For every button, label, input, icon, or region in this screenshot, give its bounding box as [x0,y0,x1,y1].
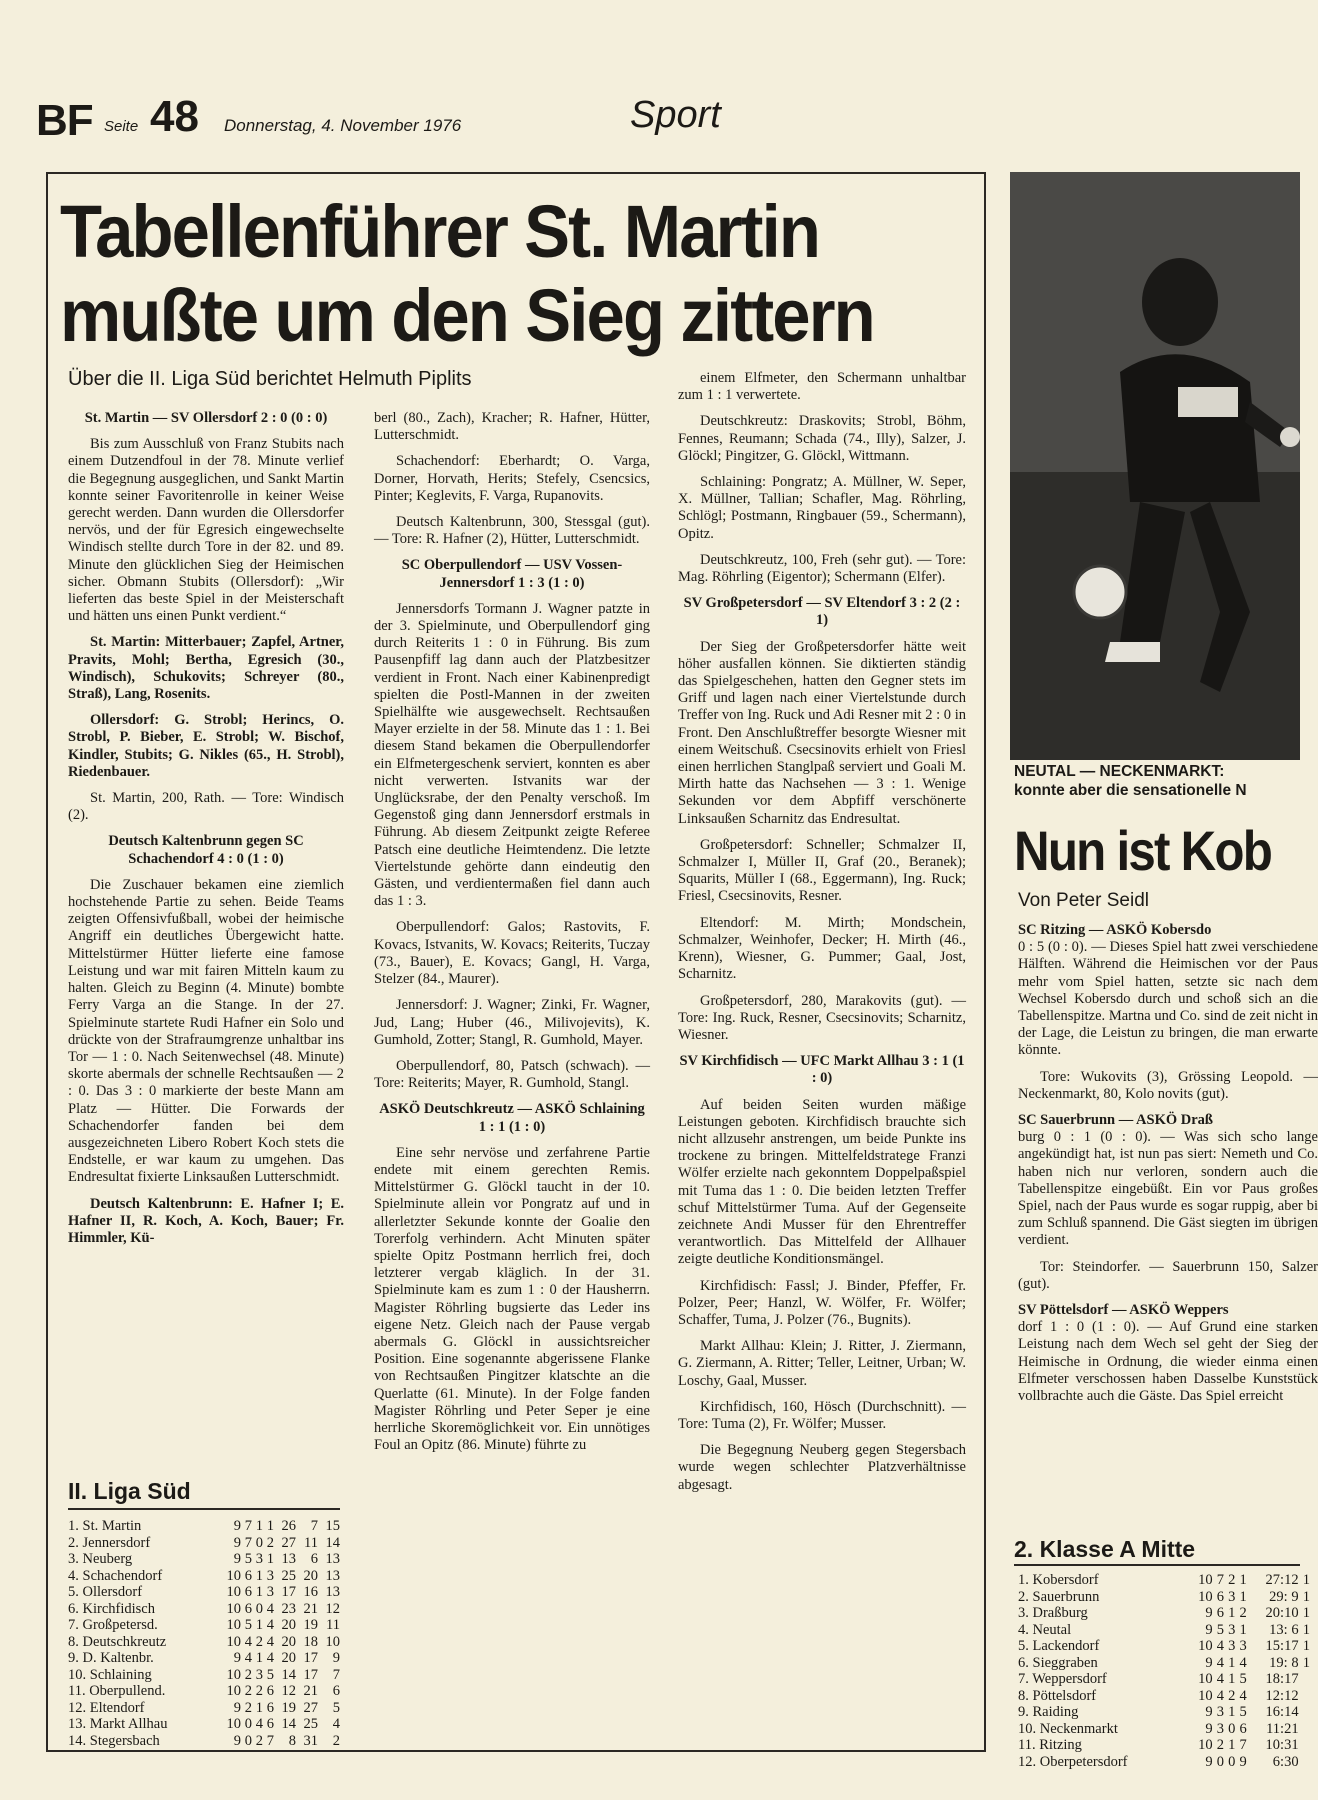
table-cell: 6 [1216,1588,1224,1605]
league-table-title-2: 2. Klasse A Mitte [1014,1536,1196,1562]
team-name: 1. St. Martin [68,1518,142,1534]
photo-caption-line-2: konnte aber die sensationelle N [1014,782,1247,799]
table-row [68,1551,340,1568]
match-heading: SV Großpetersdorf — SV Eltendorf 3 : 2 (2 : 1) [683,595,961,629]
table-cell: 14 [281,1716,296,1732]
match-facts: Deutsch Kaltenbrunn, 300, Stessgal (gut). — Tore: R. Hafner (2), Hütter, Lutterschmidt. [374,514,650,548]
football-photo [1010,172,1300,760]
league-table-title: II. Liga Süd [68,1478,191,1504]
table-cell: 6 [1216,1605,1224,1621]
table-cell: 9 [1205,1605,1213,1621]
table-cell: 23 [281,1600,296,1617]
team-name: 4. Schachendorf [68,1567,163,1584]
team-name: 13. Markt Allhau [68,1716,168,1732]
table-cell: 1 [1239,1572,1247,1588]
match-report: Eine sehr nervöse und zerfahrene Partie endete mit einem gerechten Remis. Mittelstürmer G. Glöckl taucht in der 10. Spielminute allein vor Pongratz auf und in allerletzter Sekunde konnte der Goalie den Torerfolg verhindern. Acht Minuten später spielte Opitz Postmann herrlich frei, doch letzterer vergab kläglich. In der 31. Spielminute kam es zum 1 : 0 der Hausherrn. Magister Röhrling bugsierte das Leder ins eigene Netz. Gleich nach der Pause vergab abermals G. Glöckl in aussichtsreicher Position. Eine sogenannte abgerissene Flanke von Rechtsaußen Pingitzer klatschte an die Querlatte (61. Minute). In der Folge fanden Magister Röhrling und Peter Seper je eine herrliche Skoremöglichkeit vor. Ein unnötiges Foul an Opitz (86. Minute) führte zu [374,1144,650,1454]
team-name: 14. Stegersbach [68,1732,160,1749]
table-cell: 3 [266,1584,274,1600]
team-name: 10. Schlaining [68,1666,152,1683]
article-column-2 [374,410,650,1463]
headline-line-2: mußte um den Sieg zittern [60,274,874,357]
table-cell: 7 [1239,1737,1247,1753]
table-cell: 10 [325,1633,340,1650]
team-name: 9. Raiding [1018,1704,1079,1720]
table-cell: 10 [226,1666,241,1683]
match-facts: St. Martin, 200, Rath. — Tore: Windisch (2). [68,790,344,824]
table-row [1018,1622,1310,1639]
table-row [1018,1688,1310,1705]
table-cell: 14 [325,1534,340,1551]
table-row [68,1601,340,1618]
table-cell: 10 [226,1683,241,1699]
table-cell: 31 [303,1732,318,1749]
table-cell: 1 [1302,1621,1310,1638]
team-name: 7. Weppersdorf [1018,1671,1107,1687]
table-cell: 2 [1228,1572,1236,1588]
lineup: Oberpullendorf: Galos; Rastovits, F. Kovacs, Istvanits, W. Kovacs; Reiterits, Tuczay (73., Bauer), E. Kovacs; Gangl, H. Varga, Stelzer (84., Maurer). [374,919,650,988]
table-cell: 16 [303,1584,318,1600]
table-cell: 9 [1205,1621,1213,1638]
table-cell: 1 [266,1518,274,1534]
table-cell: 1 [1302,1605,1310,1621]
table-cell: 26 [281,1518,296,1534]
table-cell: 10 [1198,1671,1213,1687]
team-name: 3. Neuberg [68,1551,133,1567]
table-cell: 13 [325,1551,340,1567]
table-cell: 9 [1205,1720,1213,1737]
table-cell: 4 [1239,1654,1247,1671]
table-cell: 6:30 [1272,1753,1299,1770]
match-heading: ASKÖ Deutschkreutz — ASKÖ Schlaining 1 : 1 (1 : 0) [379,1101,645,1135]
table-cell: 0 [244,1732,252,1749]
table-cell: 4 [255,1716,263,1732]
table-cell: 9 [1205,1704,1213,1720]
match-facts: Tor: Steindorfer. — Sauerbrunn 150, Salzer (gut). [1018,1258,1318,1292]
page-label: Seite [104,118,139,135]
table-cell: 10 [226,1567,241,1584]
table-row [1018,1754,1310,1771]
table-row [68,1667,340,1684]
table-cell: 7 [266,1732,274,1749]
table-cell: 4 [1216,1687,1224,1704]
table-cell: 2 [255,1732,263,1749]
table-cell: 20 [281,1650,296,1666]
table-cell: 4 [244,1650,252,1666]
table-cell: 9 [233,1551,241,1567]
table-cell: 7 [310,1518,318,1534]
table-row [68,1634,340,1651]
table-cell: 27 [303,1699,318,1716]
right-headline: Nun ist Kob [1014,819,1272,882]
table-cell: 27 [281,1534,296,1551]
lineup: St. Martin: Mitterbauer; Zapfel, Artner, Pravits, Mohl; Bertha, Egresich (30., Windisch), Schukovits; Schreyer (80., Straß), Lang, Rosenits. [68,634,344,703]
lineup: Markt Allhau: Klein; J. Ritter, J. Ziermann, G. Ziermann, A. Ritter; Teller, Leitner, Urban; W. Loschy, Gaal, Musser. [678,1338,966,1389]
table-row [68,1733,340,1750]
team-name: 2. Sauerbrunn [1018,1588,1100,1605]
table-cell: 13 [325,1567,340,1584]
right-byline: Von Peter Seidl [1018,890,1149,911]
table-cell: 4 [266,1617,274,1633]
match-facts: Tore: Wukovits (3), Grössing Leopold. — Neckenmarkt, 80, Kolo novits (gut). [1018,1068,1318,1102]
photo-caption-line-1: NEUTAL — NECKENMARKT: [1014,763,1225,780]
table-cell: 1 [1302,1572,1310,1588]
table-cell: 2 [1239,1605,1247,1621]
table-cell: 1 [1228,1671,1236,1687]
lineup: Schachendorf: Eberhardt; O. Varga, Dorner, Horvath, Herits; Stefely, Csencsics, Pinter; Keglevits, F. Varga, Rupanovits. [374,453,650,504]
table-cell: 0 [1216,1753,1224,1770]
team-name: 2. Jennersdorf [68,1534,151,1551]
table-cell [1299,1721,1310,1738]
issue-date: Donnerstag, 4. November 1976 [224,116,462,135]
table-cell: 1 [1302,1588,1310,1605]
table-cell: 10 [1198,1687,1213,1704]
team-name: 11. Ritzing [1018,1737,1082,1753]
league-table-2 [1018,1572,1318,1770]
table-row [1018,1721,1310,1738]
article-column-1 [68,410,344,1256]
table-cell: 13 [325,1584,340,1600]
table-cell: 13 [281,1551,296,1567]
table-cell: 1 [1228,1704,1236,1720]
table-cell [1299,1754,1310,1771]
table-cell: 20:10 [1265,1605,1299,1621]
table-cell: 19 [303,1617,318,1633]
table-cell: 6 [266,1716,274,1732]
table-cell: 9 [233,1534,241,1551]
team-name: 1. Kobersdorf [1018,1572,1099,1588]
table-cell: 1 [1239,1621,1247,1638]
table-cell: 5 [1216,1621,1224,1638]
table-cell: 3 [1228,1638,1236,1654]
main-byline: Über die II. Liga Süd berichtet Helmuth Piplits [68,368,472,390]
table-row [68,1584,340,1601]
table-row [1018,1671,1310,1688]
table-cell: 13: 6 [1269,1621,1299,1638]
table-cell: 10 [226,1600,241,1617]
team-name: 5. Ollersdorf [68,1584,143,1600]
table-cell: 3 [1228,1588,1236,1605]
table-cell: 8 [288,1732,296,1749]
table-row [68,1617,340,1634]
table-cell: 17 [303,1650,318,1666]
table-row [1018,1605,1310,1622]
table-cell: 19 [281,1699,296,1716]
table-cell: 17 [303,1666,318,1683]
table-row [1018,1638,1310,1655]
table-cell: 6 [332,1683,340,1699]
table-cell: 9 [332,1650,340,1666]
match-report: burg 0 : 1 (0 : 0). — Was sich scho lange angekündigt hat, ist nun pas siert: Nemeth und Co. haben nich nur verloren, sondern auch die Tabellenspitze eingebüßt. Ein vor Paus großes Spiel, nach der Paus wurde es sogar ruppig, aber bi zum Schluß spannend. Die Gäst siegten im übrigen verdient. [1018,1129,1318,1249]
team-name: 8. Deutschkreutz [68,1633,167,1650]
table-cell: 25 [281,1567,296,1584]
lineup: Kirchfidisch: Fassl; J. Binder, Pfeffer, Fr. Polzer, Peer; Hanzl, W. Wölfer, Fr. Wölfer; Schaffer, Tuma, J. Polzer (76., Bugnits). [678,1277,966,1328]
table-cell: 0 [255,1600,263,1617]
table-cell: 10 [226,1584,241,1600]
table-row [1018,1655,1310,1672]
table-cell [1299,1688,1310,1705]
match-report: Jennersdorfs Tormann J. Wagner patzte in der 3. Spielminute, und Oberpullendorf ging durch Reiterits 1 : 0 in Führung. Bis zum Pausenpfiff lag dann auch der Platzbesitzer verdient in Front. Nach einer Kabinenpredigt spielten die Postl-Mannen in der zweiten Spielhälfte wie ausgewechselt. Rechtsaußen Mayer erzielte in der 58. Minute das 1 : 1. Bei diesem Stand bekamen die Oberpullendorfer ein Elfmetergeschenk serviert, konnten es aber nicht verwerten. Istvanits war der Unglücksrabe, der den Penalty verschoß. Im Gegenstoß ging dann Jennersdorf erstmals in Führung. Ab diesem Zeitpunkt zeigte Referee Patsch eine deutliche Heimtendenz. Die letzte Viertelstunde gehörte dann eindeutig den Gästen, und verdientermaßen fiel dann auch das 1 : 3. [374,600,650,910]
table-cell: 17 [281,1584,296,1600]
table-cell: 7 [244,1534,252,1551]
table-cell: 4 [1239,1687,1247,1704]
table-cell [1299,1737,1310,1754]
table-cell: 19: 8 [1269,1654,1299,1671]
table-cell: 4 [1216,1654,1224,1671]
table-cell: 5 [1239,1704,1247,1720]
photo-caption [1014,762,1300,800]
table-cell: 9 [1205,1753,1213,1770]
lineup: Deutschkreutz: Draskovits; Strobl, Böhm, Fennes, Reumann; Schada (74., Illy), Salzer, J. Glöckl; Pingitzer, G. Glöckl, Wittmann. [678,413,966,464]
table-row [68,1700,340,1717]
table-cell: 1 [1302,1638,1310,1654]
table-cell: 5 [266,1666,274,1683]
table-cell: 9 [233,1732,241,1749]
table-cell: 10 [1198,1737,1213,1753]
table-cell: 10:31 [1265,1737,1299,1753]
lineup: Schlaining: Pongratz; A. Müllner, W. Seper, X. Müllner, Tallian; Schafler, Mag. Röhrling, Schlögl; Postmann, Ringbauer (59., Schermann), Opitz. [678,474,966,542]
table-cell: 2 [244,1683,252,1699]
table-cell: 1 [255,1518,263,1534]
table-divider [1014,1564,1300,1566]
table-cell: 4 [266,1650,274,1666]
table-cell: 10 [1198,1638,1213,1654]
table-cell: 2 [1216,1737,1224,1753]
table-cell: 6 [266,1699,274,1716]
table-cell: 4 [244,1633,252,1650]
table-cell: 9 [233,1518,241,1534]
table-row [1018,1737,1310,1754]
table-cell: 27:12 [1265,1572,1299,1588]
table-cell: 21 [303,1683,318,1699]
right-article-column [1018,922,1318,1414]
lineup: Ollersdorf: G. Strobl; Herincs, O. Strobl, P. Bieber, E. Strobl; W. Bischof, Kindler, Stubits; G. Nikles (65., H. Strobl), Riedenbauer. [68,712,344,780]
table-cell: 6 [266,1683,274,1699]
table-cell: 6 [244,1584,252,1600]
table-cell: 1 [1228,1737,1236,1753]
headline-line-1: Tabellenführer St. Martin [60,190,820,273]
league-table [68,1518,348,1749]
match-heading: Deutsch Kaltenbrunn gegen SC Schachendorf 4 : 0 (1 : 0) [108,833,304,867]
table-cell: 16:14 [1265,1704,1299,1720]
table-cell: 3 [1239,1638,1247,1654]
table-cell: 5 [244,1551,252,1567]
table-cell: 1 [255,1567,263,1584]
table-cell: 5 [1239,1671,1247,1687]
table-cell: 15 [325,1518,340,1534]
table-cell: 3 [266,1567,274,1584]
table-row [68,1535,340,1552]
table-cell: 1 [255,1617,263,1633]
table-divider [68,1508,340,1510]
table-cell: 0 [255,1534,263,1551]
table-cell: 10 [1198,1572,1213,1588]
masthead-logo: BF [36,96,93,145]
table-cell: 1 [1228,1605,1236,1621]
table-cell: 5 [332,1699,340,1716]
table-cell: 1 [255,1650,263,1666]
table-cell: 9 [1239,1753,1247,1770]
table-cell: 2 [244,1666,252,1683]
table-cell [1299,1704,1310,1721]
player-photo-illustration [1010,172,1300,760]
table-cell: 2 [255,1633,263,1650]
table-cell: 7 [332,1666,340,1683]
match-report: Die Zuschauer bekamen eine ziemlich hochstehende Partie zu sehen. Beide Teams zeigten Offensivfußball, wobei der heimische Angriff ein deutliches Übergewicht hatte. Mittelstürmer Hütter lieferte eine famose Leistung und war mit fairen Mitteln kaum zu halten. Gleich zu Beginn (4. Minute) bombte Ferry Varga an die Stange. In der 27. Spielminute startete Rudi Hafner ein Solo und drückte von der Strafraumgrenze unhaltbar ins Tor — 1 : 0. Nach Seitenwechsel (48. Minute) skorte abermals der schnelle Rechtsaußen — 2 : 0. Das 3 : 0 markierte der beste Mann am Platz — Hütter. Die Forwards der Schachendorfer fanden bei dem ausgezeichneten Libero Robert Koch stets die Endstelle, er war kaum zu umgehen. Das Endresultat fixierte Linksaußen Lutterschmidt. [68,876,344,1186]
lineup: Großpetersdorf: Schneller; Schmalzer II, Schmalzer I, Müller II, Graf (20., Beranek); Squarits, Müller I (68., Eggermann), Ing. Ruck; Friesl, Csecsinovits, Resner. [678,836,966,905]
main-headline [60,190,908,358]
table-cell: 18:17 [1265,1671,1299,1687]
match-heading: St. Martin — SV Ollersdorf 2 : 0 (0 : 0) [84,410,328,426]
table-cell: 12 [325,1600,340,1617]
table-cell: 0 [244,1716,252,1732]
table-cell: 7 [1216,1572,1224,1588]
lineup: berl (80., Zach), Kracher; R. Hafner, Hütter, Lutterschmidt. [374,410,650,444]
table-cell: 20 [281,1633,296,1650]
match-report: dorf 1 : 0 (1 : 0). — Auf Grund eine starken Leistung nach dem Wech sel geht der Sieg der Heimische in Ordnung, die wieder einma einen Elfmeter verschossen haben Dasselbe Kunststück vollbrachte auch die Gäste. Das Spiel erreicht [1018,1319,1318,1405]
table-row [68,1650,340,1667]
table-cell: 2 [255,1683,263,1699]
table-row [68,1568,340,1585]
table-cell: 4 [266,1633,274,1650]
table-cell [1299,1671,1310,1688]
match-heading: SC Oberpullendorf — USV Vossen-Jennersdorf 1 : 3 (1 : 0) [401,557,623,591]
table-cell: 20 [281,1617,296,1633]
table-row [68,1518,340,1535]
table-cell: 6 [1239,1720,1247,1737]
lineup: Eltendorf: M. Mirth; Mondschein, Schmalzer, Weinhofer, Decker; H. Mirth (46., Krenn), Wiesner, G. Pummer; Gaal, Jost, Scharnitz. [678,914,966,983]
table-row [68,1716,340,1733]
table-cell: 11:21 [1266,1720,1299,1737]
team-name: 9. D. Kaltenbr. [68,1650,154,1666]
table-cell: 6 [310,1551,318,1567]
table-cell: 12:12 [1265,1687,1299,1704]
team-name: 12. Eltendorf [68,1699,145,1716]
table-cell: 10 [226,1617,241,1633]
table-cell: 3 [1216,1720,1224,1737]
table-row [1018,1572,1310,1589]
table-cell: 25 [303,1716,318,1732]
table-cell: 6 [244,1600,252,1617]
match-note: Die Begegnung Neuberg gegen Stegersbach wurde wegen schlechter Platzverhältnisse abgesagt. [678,1442,966,1493]
table-cell: 1 [255,1584,263,1600]
table-cell: 1 [1239,1588,1247,1605]
table-cell: 1 [255,1699,263,1716]
table-cell: 9 [1205,1654,1213,1671]
team-name: 6. Kirchfidisch [68,1600,155,1617]
table-cell: 11 [304,1534,318,1551]
lineup: Deutsch Kaltenbrunn: E. Hafner I; E. Hafner II, R. Koch, A. Koch, Bauer; Fr. Himmler, Kü- [68,1195,344,1246]
team-name: 11. Oberpullend. [68,1683,166,1699]
table-cell: 4 [1216,1671,1224,1687]
table-cell: 1 [1302,1654,1310,1671]
match-facts: Deutschkreutz, 100, Freh (sehr gut). — Tore: Mag. Röhrling (Eigentor); Schermann (Elfer). [678,551,966,586]
table-cell: 10 [226,1633,241,1650]
table-cell: 3 [1216,1704,1224,1720]
team-name: 7. Großpetersd. [68,1617,158,1633]
team-name: 4. Neutal [1018,1621,1072,1638]
team-name: 3. Draßburg [1018,1605,1088,1621]
page-number: 48 [150,92,199,141]
table-cell: 2 [244,1699,252,1716]
table-cell: 12 [281,1683,296,1699]
table-cell: 4 [266,1600,274,1617]
table-row [68,1683,340,1700]
table-cell: 11 [326,1617,340,1633]
lineup: Jennersdorf: J. Wagner; Zinki, Fr. Wagner, Jud, Lang; Huber (46., Milivojevits), K. Gumhold, Zotter; Stangl, R. Gumhold, Mayer. [374,997,650,1048]
table-cell: 9 [233,1699,241,1716]
table-cell: 1 [1228,1654,1236,1671]
match-report: Bis zum Ausschluß von Franz Stubits nach einem Dutzendfoul in der 78. Minute verlief die Begegnung ausgeglichen, und Sankt Martin konnte seiner Favoritenrolle in keiner Weise gerecht werden. Dann wurden die Ollersdorfer nervös, und der für Egresich eingewechselte Windisch stellte durch Tore in der 82. und 89. Minute den glücklichen Sieg der Heimischen sicher. Obmann Stubits (Ollersdorf): „Wir lieferten das beste Spiel in der Meisterschaft und hätten uns einen Punkt verdient.“ [68,436,344,625]
table-cell: 3 [255,1666,263,1683]
match-heading: SC Sauerbrunn — ASKÖ Draß [1018,1112,1213,1129]
team-name: 6. Sieggraben [1018,1654,1098,1671]
team-name: 10. Neckenmarkt [1018,1720,1118,1737]
table-cell: 0 [1228,1720,1236,1737]
match-report: Auf beiden Seiten wurden mäßige Leistungen geboten. Kirchfidisch brauchte sich nicht allzusehr anstrengen, um beide Punkte ins trockene zu bringen. Mittelfeldstratege Franzi Wölfer erzielte nach gekonntem Doppelpaßspiel mit Tuma das 1 : 0. Die beiden letzten Treffer schuf Mittelstürmer Tuma. Auf der Gegenseite zeichnete Andi Musser für den Ehrentreffer verantwortlich. Das Mittelfeld der Allhauer zeigte deutliche Konditionsmängel. [678,1096,966,1268]
table-cell: 3 [1228,1621,1236,1638]
table-cell: 3 [255,1551,263,1567]
table-cell: 4 [1216,1638,1224,1654]
table-cell: 20 [303,1567,318,1584]
team-name: 5. Lackendorf [1018,1638,1100,1654]
article-column-3 [678,370,966,1503]
match-facts: Oberpullendorf, 80, Patsch (schwach). — Tore: Reiterits; Mayer, R. Gumhold, Stangl. [374,1057,650,1092]
table-cell: 21 [303,1600,318,1617]
table-cell: 2 [332,1732,340,1749]
table-cell: 9 [233,1650,241,1666]
table-cell: 4 [332,1716,340,1732]
table-cell: 2 [1228,1687,1236,1704]
match-facts: Großpetersdorf, 280, Marakovits (gut). — Tore: Ing. Ruck, Resner, Csecsinovits; Scharnitz, Wiesner. [678,992,966,1043]
table-cell: 18 [303,1633,318,1650]
table-cell: 1 [266,1551,274,1567]
table-cell: 2 [266,1534,274,1551]
table-cell: 6 [244,1567,252,1584]
match-report: Der Sieg der Großpetersdorfer hätte weit höher ausfallen können. Sie diktierten ständig das Spielgeschehen, hatten den Gegner stets im Griff und lagen nach einer Viertelstunde durch Treffer von Ing. Ruck und Adi Resner mit 2 : 0 in Front. Den Anschlußtreffer besorgte Wiesner mit einem Weitschuß. Csecsinovits erhielt von Friesl einen herrlichen Stanglpaß serviert und Goali M. Mirth hatte das Nachsehen — 3 : 1. Wenige Sekunden vor dem Abpfiff verschönerte Linksaußen Scharnitz das Endresultat. [678,638,966,827]
table-cell: 10 [1198,1588,1213,1605]
team-name: 8. Pöttelsdorf [1018,1687,1097,1704]
match-heading: SV Pöttelsdorf — ASKÖ Weppers [1018,1302,1229,1319]
section-title: Sport [630,94,721,136]
table-cell: 29: 9 [1269,1588,1299,1605]
table-cell: 14 [281,1666,296,1683]
table-cell: 7 [244,1518,252,1534]
match-heading: SV Kirchfidisch — UFC Markt Allhau 3 : 1 (1 : 0) [679,1053,965,1087]
match-heading: SC Ritzing — ASKÖ Kobersdo [1018,922,1212,938]
table-cell: 0 [1228,1753,1236,1770]
match-report: 0 : 5 (0 : 0). — Dieses Spiel hatt zwei verschiedene Hälften. Während die Heimischen vor der Paus mehr vom Spiel hatten, setzte sic nach dem Wechsel Kobersdo durch und schoß sich an die Tabellenspitze. Martna und Co. sind de zeit nicht in der Lage, die Leistun zu bringen, die man erwarte könnte. [1018,939,1318,1059]
match-facts: Kirchfidisch, 160, Hösch (Durchschnitt). — Tore: Tuma (2), Fr. Wölfer; Musser. [678,1398,966,1432]
table-cell: 10 [226,1716,241,1732]
table-cell: 5 [244,1617,252,1633]
team-name: 12. Oberpetersdorf [1018,1753,1128,1770]
table-row [1018,1704,1310,1721]
table-row [1018,1589,1310,1606]
table-cell: 15:17 [1265,1638,1299,1654]
match-report: einem Elfmeter, den Schermann unhaltbar zum 1 : 1 verwertete. [678,370,966,404]
